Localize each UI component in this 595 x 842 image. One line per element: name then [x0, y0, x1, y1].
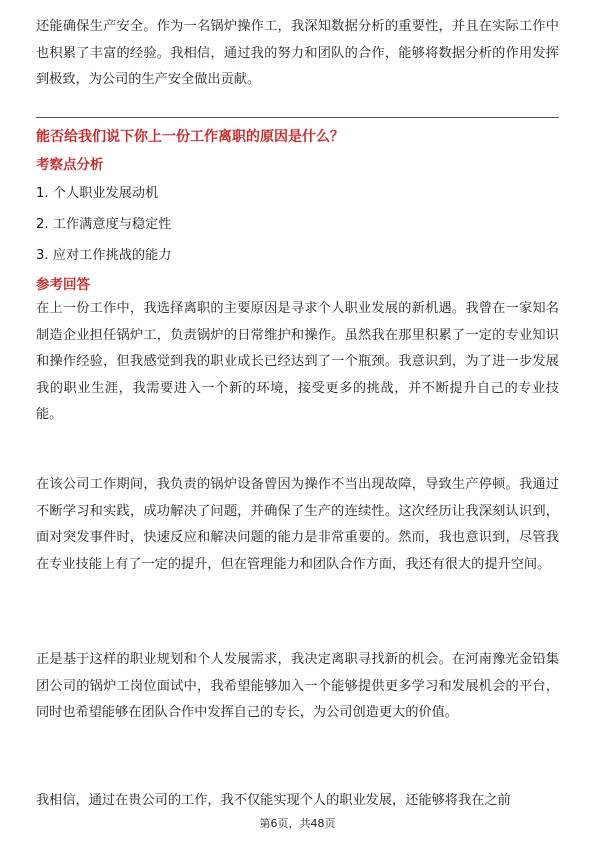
answer-paragraph: 在该公司工作期间，我负责的锅炉设备曾因为操作不当出现故障，导致生产停顿。我通过不断学习和实践，成功解决了问题，并确保了生产的连续性。这次经历让我深刻认识到，面对突发事件时，快速反应和解决问题的能力是非常重要的。然而，我也意识到，尽管我在专业技能上有了一定的提升，但在管理能力和团队合作方面，我还有很大的提升空间。 [36, 477, 559, 572]
section-divider [36, 117, 559, 118]
list-item: 1. 个人职业发展动机 [36, 186, 159, 201]
intro-paragraph: 还能确保生产安全。作为一名锅炉操作工，我深知数据分析的重要性，并且在实际工作中也积累了丰富的经验。我相信，通过我的努力和团队的合作，能够将数据分析的作用发挥到极致，为公司的生产安全做出贡献。 [36, 19, 559, 88]
answer-heading: 参考回答 [36, 277, 90, 293]
answer-paragraph: 在上一份工作中，我选择离职的主要原因是寻求个人职业发展的新机遇。我曾在一家知名制造企业担任锅炉工，负责锅炉的日常维护和操作。虽然我在那里积累了一定的专业知识和操作经验，但我感觉到我的职业成长已经达到了一个瓶颈。我意识到，为了进一步发展我的职业生涯，我需要进入一个新的环境，接受更多的挑战，并不断提升自己的专业技能。 [36, 301, 559, 423]
answer-paragraph: 正是基于这样的职业规划和个人发展需求，我决定离职寻找新的机会。在河南豫光金铅集团公司的锅炉工岗位面试中，我希望能够加入一个能够提供更多学习和发展机会的平台，同时也希望能够在团队合作中发挥自己的专长，为公司创造更大的价值。 [36, 652, 559, 721]
answer-paragraph: 我相信，通过在贵公司的工作，我不仅能实现个人的职业发展，还能够将我在之前 [36, 793, 511, 808]
page-number-footer: 第6页，共48页 [259, 817, 336, 830]
list-item: 3. 应对工作挑战的能力 [36, 248, 172, 263]
analysis-heading: 考察点分析 [36, 157, 104, 173]
list-item: 2. 工作满意度与稳定性 [36, 217, 172, 232]
question-heading: 能否给我们说下你上一份工作离职的原因是什么？ [36, 129, 344, 145]
analysis-list [36, 178, 171, 271]
